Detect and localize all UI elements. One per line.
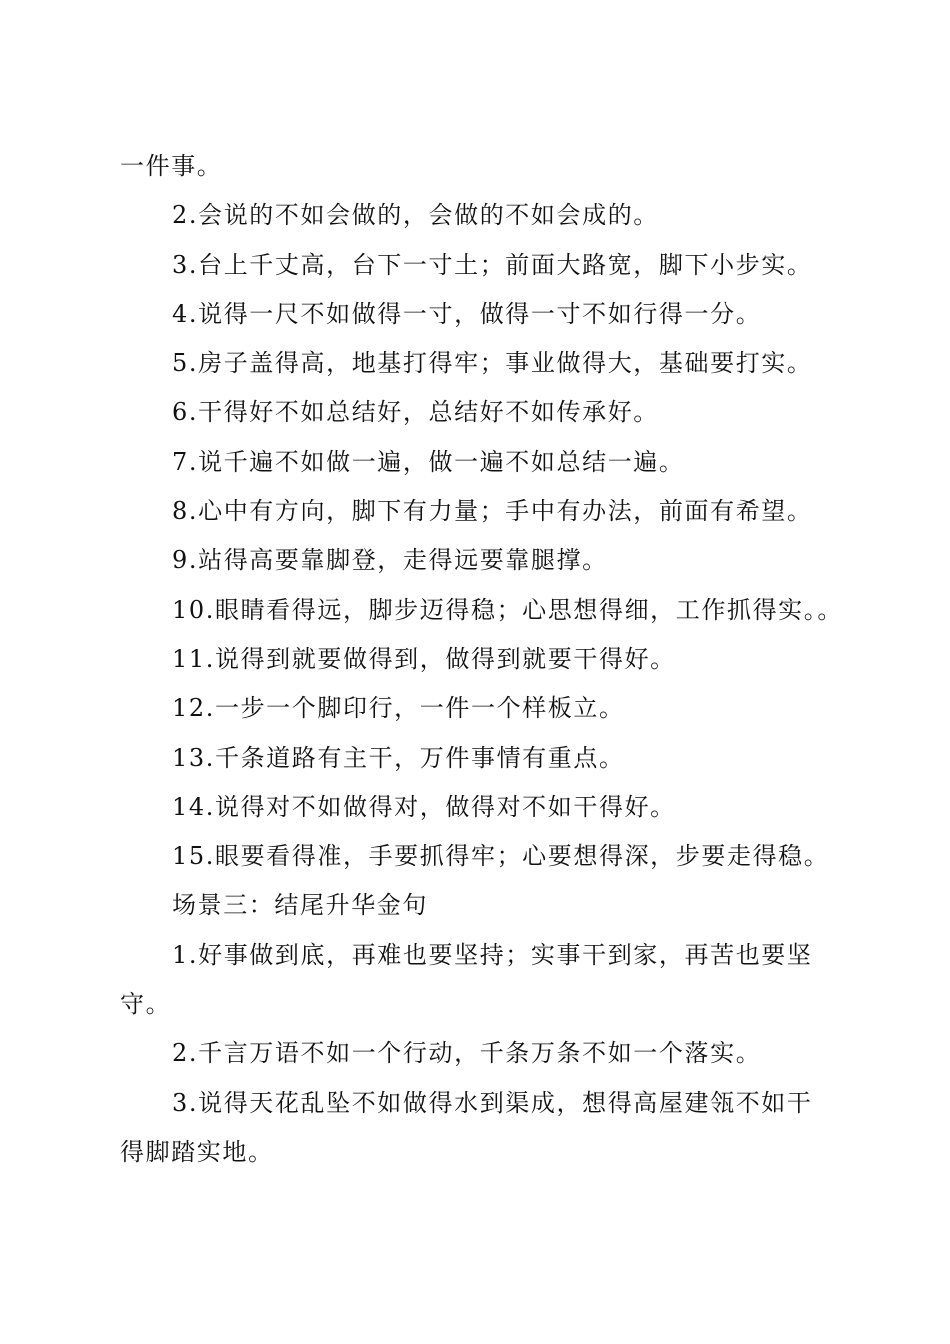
text-line: 守。	[120, 990, 172, 1019]
text-line: 一件事。	[120, 152, 223, 180]
text-line: 6.干得好不如总结好，总结好不如传承好。	[172, 398, 659, 427]
text-line: 13.千条道路有主干，万件事情有重点。	[172, 743, 625, 772]
text-line: 9.站得高要靠脚登，走得远要靠腿撑。	[172, 546, 608, 575]
text-line: 3.台上千丈高，台下一寸土；前面大路宽，脚下小步实。	[172, 250, 813, 279]
text-line: 10.眼睛看得远，脚步迈得稳；心思想得细，工作抓得实。。	[172, 595, 843, 624]
text-line: 15.眼要看得准，手要抓得牢；心要想得深，步要走得稳。	[172, 842, 830, 871]
text-line: 5.房子盖得高，地基打得牢；事业做得大，基础要打实。	[172, 349, 813, 378]
text-line: 14.说得对不如做得对，做得对不如干得好。	[172, 792, 676, 821]
document-body	[120, 142, 843, 1177]
text-line: 8.心中有方向，脚下有力量；手中有办法，前面有希望。	[172, 497, 813, 526]
text-line: 3.说得天花乱坠不如做得水到渠成，想得高屋建瓴不如干	[172, 1088, 813, 1117]
text-line: 1.好事做到底，再难也要坚持；实事干到家，再苦也要坚	[172, 940, 813, 969]
section-heading: 场景三：结尾升华金句	[172, 891, 428, 920]
text-line: 7.说千遍不如做一遍，做一遍不如总结一遍。	[172, 447, 685, 476]
text-line: 12.一步一个脚印行，一件一个样板立。	[172, 694, 625, 723]
text-line: 4.说得一尺不如做得一寸，做得一寸不如行得一分。	[172, 299, 762, 328]
text-line: 2.千言万语不如一个行动，千条万条不如一个落实。	[172, 1039, 762, 1068]
text-line: 2.会说的不如会做的，会做的不如会成的。	[172, 201, 659, 230]
text-line: 得脚踏实地。	[120, 1137, 274, 1166]
text-line: 11.说得到就要做得到，做得到就要干得好。	[172, 644, 676, 673]
